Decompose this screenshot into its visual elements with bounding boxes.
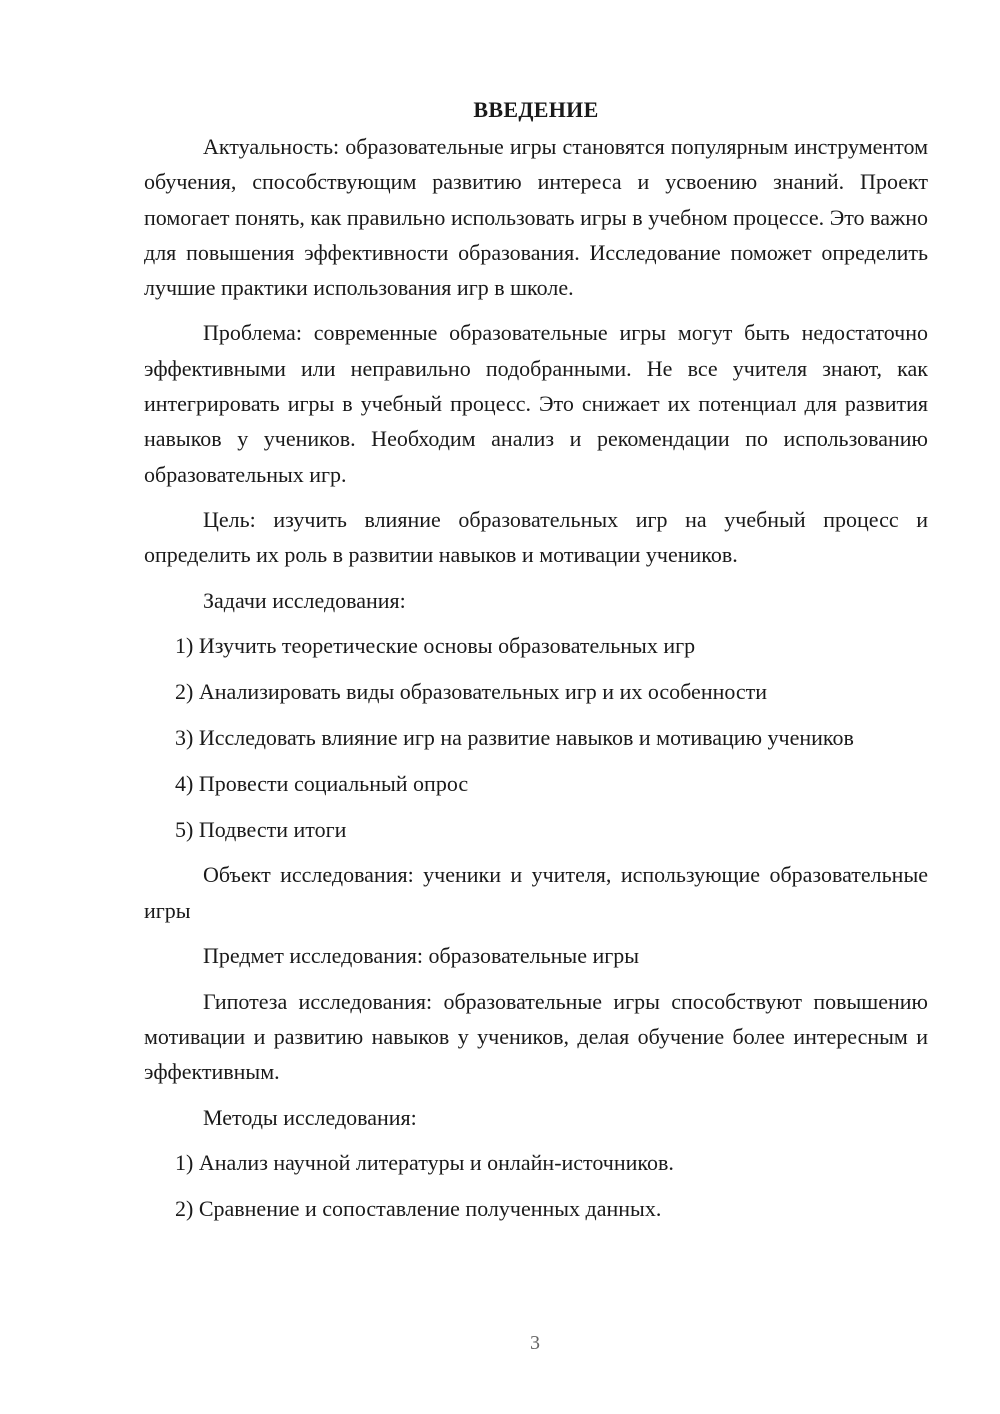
- task-item-2: 2) Анализировать виды образовательных игр и их особенности: [175, 679, 768, 705]
- paragraph-problem: Проблема: современные образовательные игры могут быть недостаточно эффективными или неправильно подобранными. Не все учителя знают, как интегрировать игры в учебный процесс. Это снижает их потенциал для развития навыков у учеников. Необходим анализ и рекомендации по использованию образовательных игр.: [144, 320, 928, 487]
- paragraph-actuality: Актуальность: образовательные игры становятся популярным инструментом обучения, способствующим развитию интереса и усвоению знаний. Проект помогает понять, как правильно использовать игры в учебном процессе. Это важно для повышения эффективности образования. Исследование поможет определить лучшие практики использования игр в школе.: [144, 134, 928, 301]
- page-title: ВВЕДЕНИЕ: [473, 97, 599, 122]
- paragraph-subject: Предмет исследования: образовательные игры: [203, 942, 640, 968]
- paragraph-object: Объект исследования: ученики и учителя, использующие образовательные игры: [144, 862, 928, 923]
- tasks-heading: Задачи исследования:: [203, 587, 406, 613]
- task-item-3: 3) Исследовать влияние игр на развитие навыков и мотивацию учеников: [175, 724, 854, 750]
- page-number: 3: [530, 1332, 540, 1354]
- method-item-2: 2) Сравнение и сопоставление полученных данных.: [175, 1196, 662, 1222]
- task-item-5: 5) Подвести итоги: [175, 816, 347, 842]
- document-page: [144, 92, 928, 1237]
- task-item-4: 4) Провести социальный опрос: [175, 770, 469, 796]
- paragraph-goal: Цель: изучить влияние образовательных игр на учебный процесс и определить их роль в развитии навыков и мотивации учеников.: [144, 506, 928, 568]
- methods-heading: Методы исследования:: [203, 1104, 417, 1130]
- method-item-1: 1) Анализ научной литературы и онлайн-источников.: [175, 1150, 674, 1176]
- task-item-1: 1) Изучить теоретические основы образовательных игр: [175, 633, 696, 659]
- paragraph-hypothesis: Гипотеза исследования: образовательные игры способствуют повышению мотивации и развитию навыков у учеников, делая обучение более интересным и эффективным.: [144, 988, 928, 1085]
